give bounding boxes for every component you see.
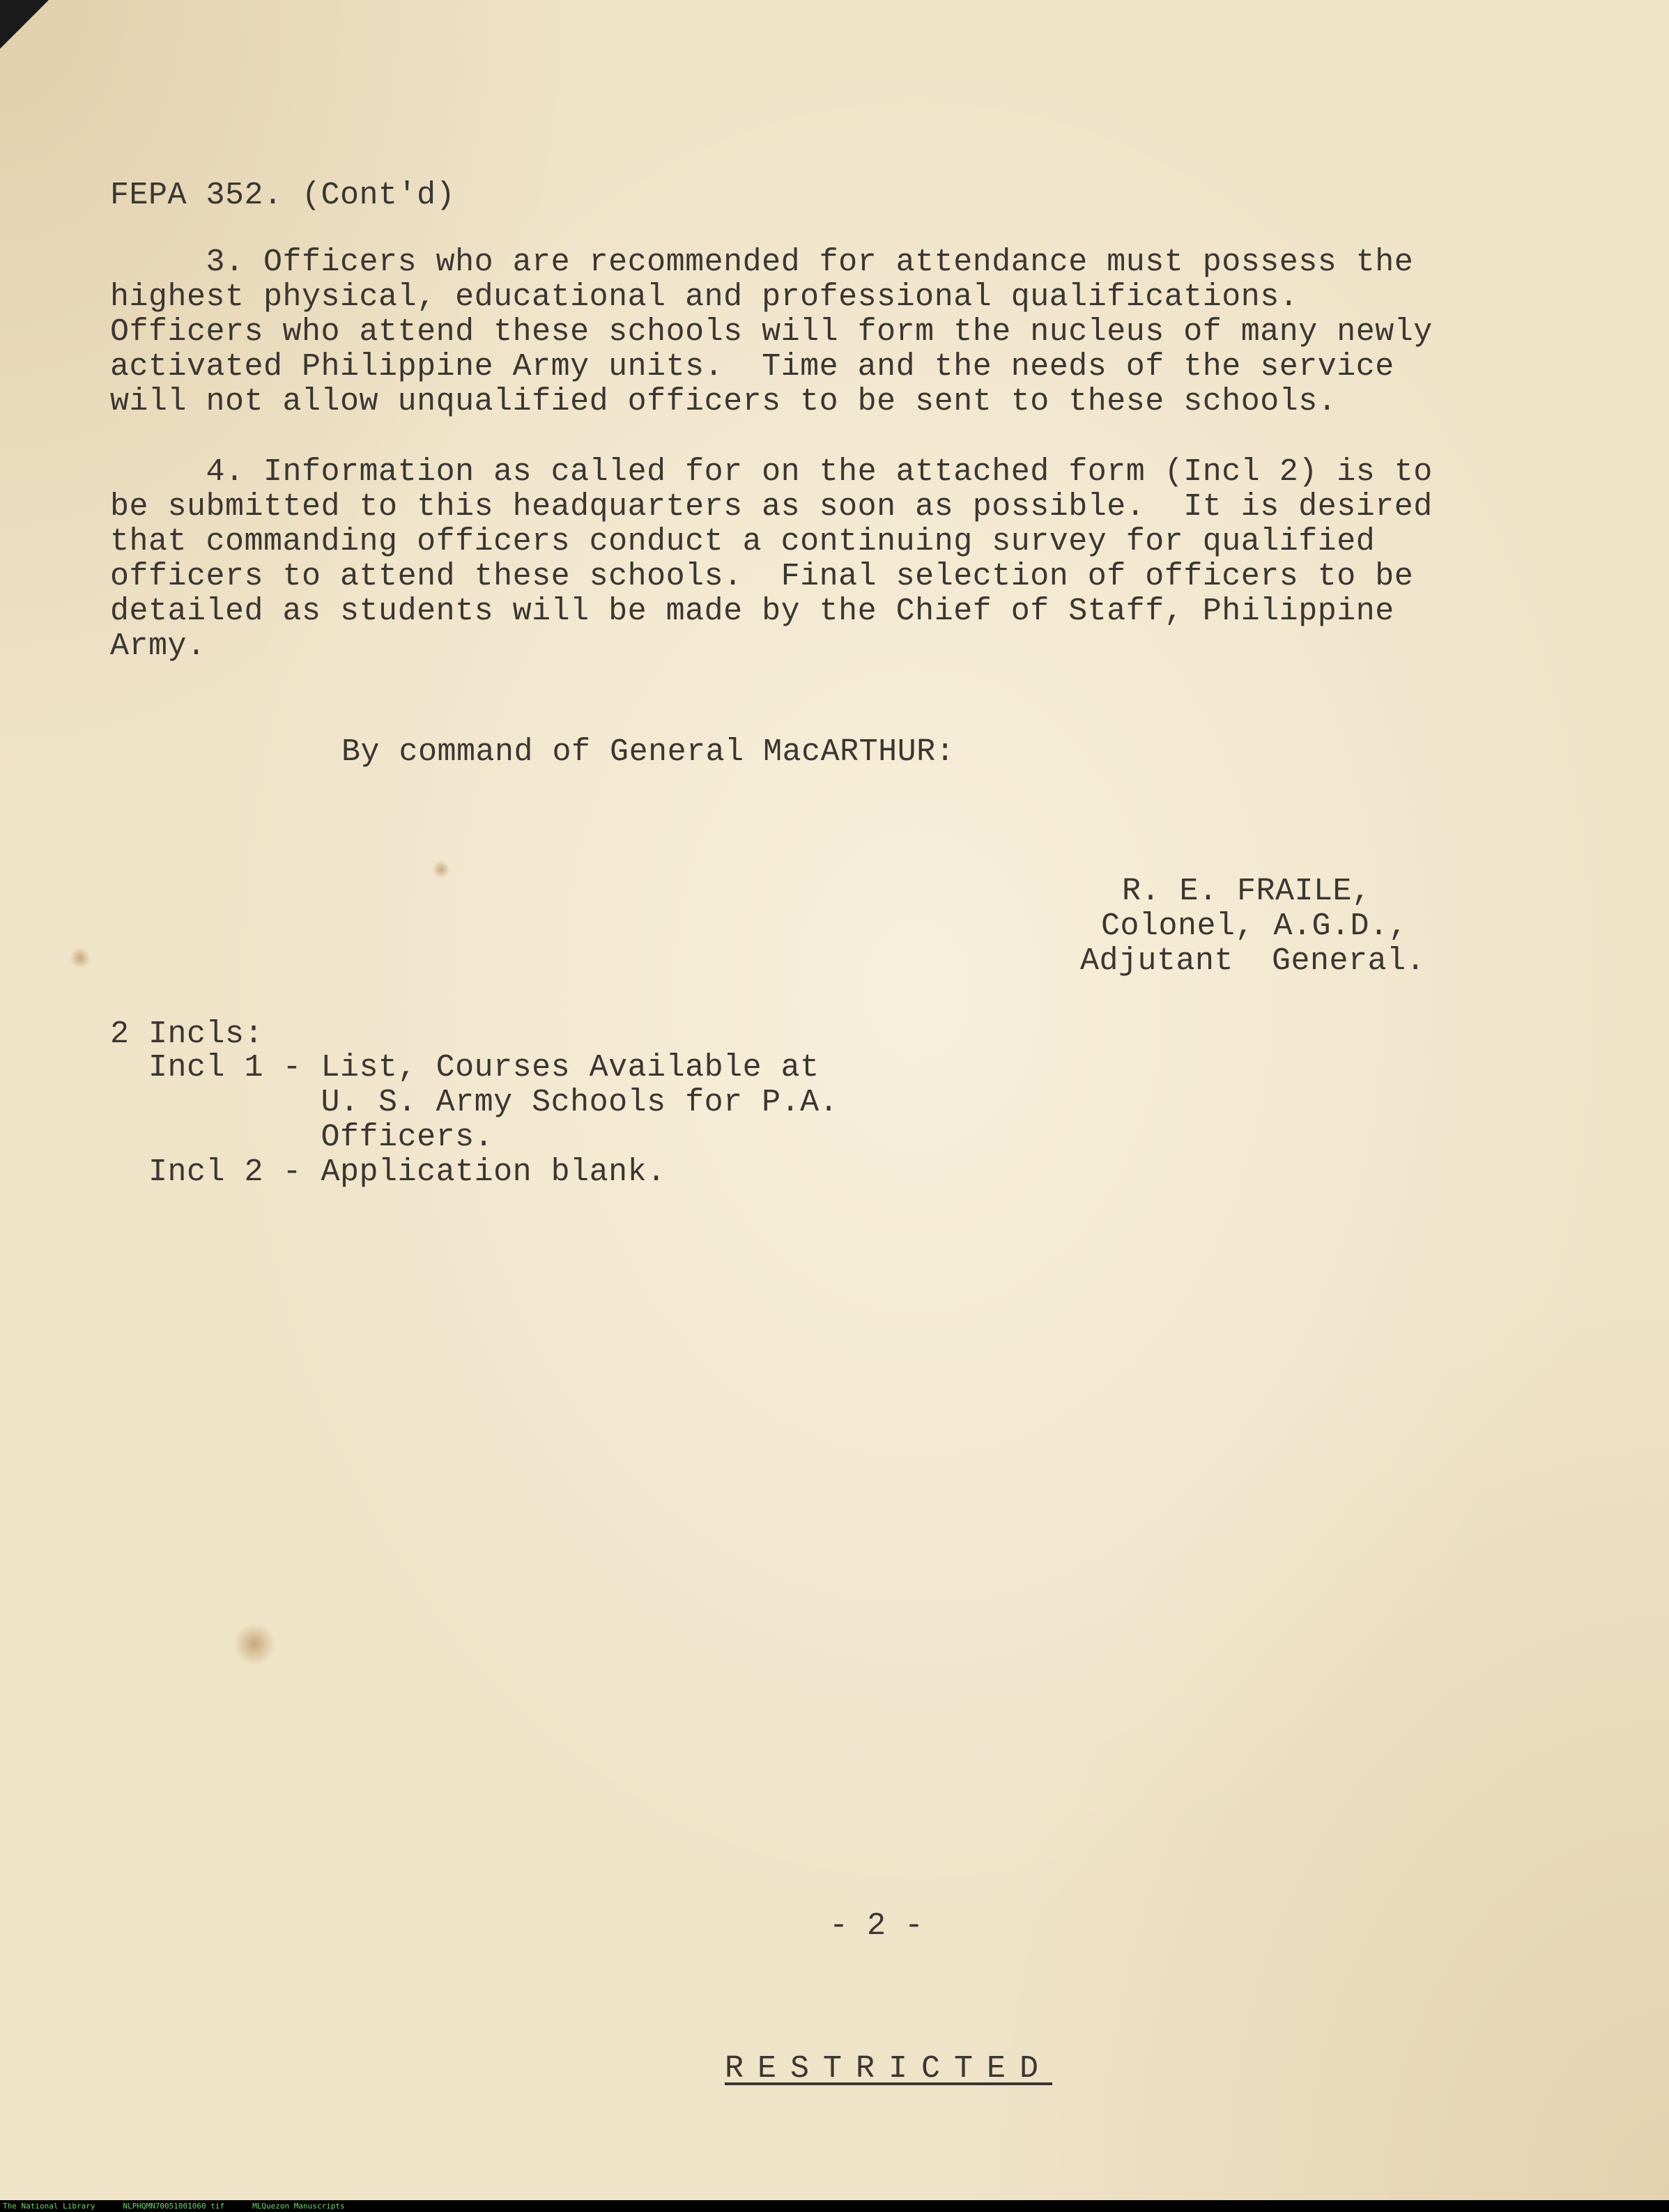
inclosures-heading: 2 Incls: <box>110 1016 264 1052</box>
paragraph-3-line: will not allow unqualified officers to be sent to these schools. <box>110 384 1337 419</box>
paragraph-3-line: activated Philippine Army units. Time and the needs of the service <box>110 349 1394 385</box>
page-corner-fold <box>0 0 49 49</box>
classification-marking: RESTRICTED <box>725 2051 1053 2087</box>
inclosure-line: Incl 1 - List, Courses Available at <box>110 1050 820 1085</box>
footer-file-name: NLPHQMN70051001060 tif <box>123 2202 225 2211</box>
paper-stain <box>432 860 450 879</box>
document-header: FEPA 352. (Cont'd) <box>110 178 456 213</box>
paragraph-4-line: officers to attend these schools. Final selection of officers to be <box>110 559 1414 594</box>
paragraph-3-line: Officers who attend these schools will form the nucleus of many newly <box>110 314 1433 350</box>
paragraph-3-line: 3. Officers who are recommended for attendance must possess the <box>110 245 1414 280</box>
signature-rank: Colonel, A.G.D., <box>1101 908 1408 944</box>
signature-title: Adjutant General. <box>1080 943 1426 979</box>
page-number: - 2 - <box>829 1908 924 1944</box>
archive-footer <box>0 2200 1669 2212</box>
inclosure-line: Officers. <box>110 1120 494 1155</box>
inclosure-line: Incl 2 - Application blank. <box>110 1154 666 1190</box>
paper-stain <box>70 948 91 968</box>
paragraph-3-line: highest physical, educational and professional qualifications. <box>110 279 1299 315</box>
paragraph-4-line: 4. Information as called for on the attached form (Incl 2) is to <box>110 454 1433 490</box>
inclosure-line: U. S. Army Schools for P.A. <box>110 1085 839 1120</box>
paragraph-4-line: that commanding officers conduct a continuing survey for qualified <box>110 524 1376 559</box>
footer-archive: The National Library <box>3 2202 95 2211</box>
command-line: By command of General MacARTHUR: <box>341 734 955 770</box>
footer-collection: MLQuezon Manuscripts <box>252 2202 345 2211</box>
paper-stain <box>233 1623 275 1665</box>
paragraph-4-line: detailed as students will be made by the Chief of Staff, Philippine <box>110 594 1394 629</box>
signature-name: R. E. FRAILE, <box>1122 874 1371 909</box>
paragraph-4-line: Army. <box>110 628 206 664</box>
paragraph-4-line: be submitted to this headquarters as soon as possible. It is desired <box>110 489 1433 525</box>
